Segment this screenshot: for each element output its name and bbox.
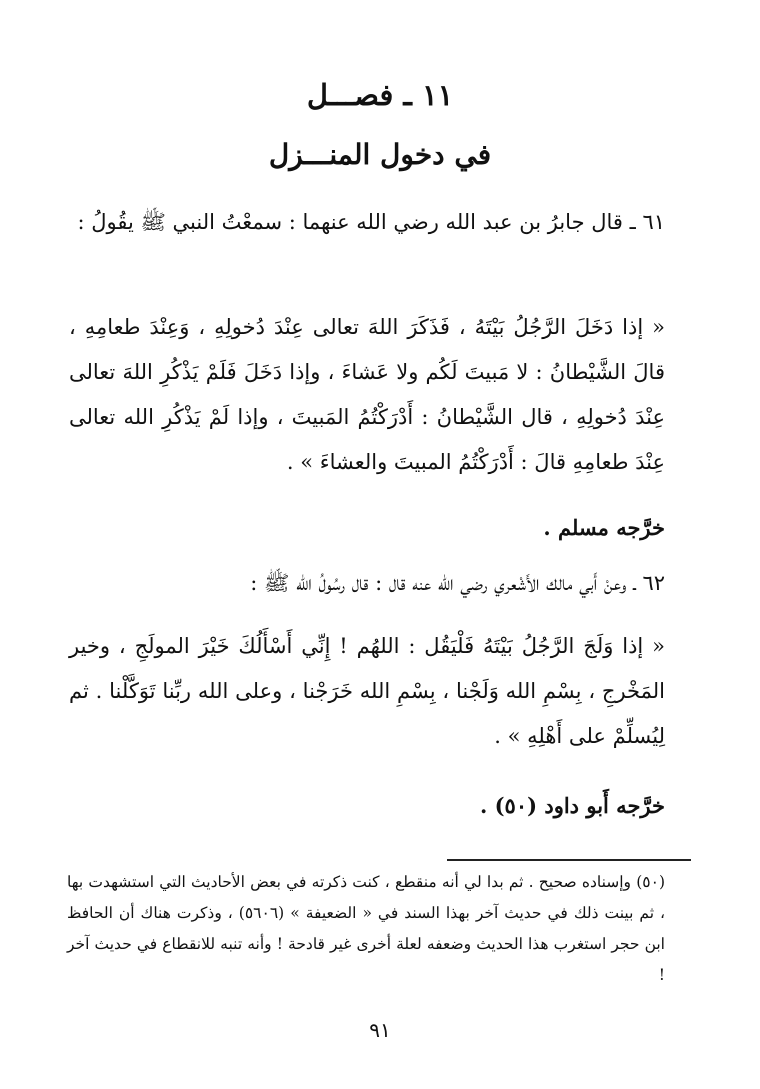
hadith-62-intro: ٦٢ ـ وعنْ أَبي مالك الأَشْعري رضي الله عنه قال : قال رسُولُ الله ﷺ : — [250, 571, 665, 595]
hadith-62-text: « إذا وَلَجَ الرَّجُلُ بَيْتَهُ فَلْيَقُل : اللهُم ! إِنِّي أَسْأَلُكَ خَيْرَ المولَجِ ، وخير المَخْرجِ ، بِسْمِ الله وَلَجْنا ، بِسْمِ الله خَرَجْنا ، وعلى الله ربِّنا تَوَكَّلْنا . ثم لِيُسلِّمْ على أَهْلِهِ » . — [69, 634, 665, 748]
hadith-61-text: « إذا دَخَلَ الرَّجُلُ بَيْتَهُ ، فَذَكَرَ اللهَ تعالى عِنْدَ دُخولِهِ ، وَعِنْدَ طعامِهِ ، قالَ الشَّيْطانُ : لا مَبيتَ لَكُم ولا عَشاءَ ، وإذا دَخَلَ فَلَمْ يَذْكُرِ اللهَ تعالى عِنْدَ دُخولِهِ ، قال الشَّيْطانُ : أَدْرَكْتُمُ المَبيتَ ، وإذا لَمْ يَذْكُرِ الله تعالى عِنْدَ طعامِهِ قالَ : أَدْرَكْتُمُ المبيتَ والعشاءَ » . — [69, 315, 665, 474]
footnote: (٥٠) وإسناده صحيح . ثم بدا لي أنه منقطع ، كنت ذكرته في بعض الأحاديث التي استشهدت بها ، ثم بينت ذلك في حديث آخر بهذا السند في « الضعيفة » (٥٦٠٦) ، وذكرت هناك أن الحافظ ابن حجر استغرب هذا الحديث وضعفه لعلة أخرى غير قادحة ! وأنه تنبه للانقطاع في حديث آخر ! — [67, 873, 666, 984]
footnote-divider — [447, 859, 691, 861]
hadith-61-intro: ٦١ ـ قال جابرُ بن عبد الله رضي الله عنهما : سمعْتُ النبي ﷺ يقُولُ : — [77, 210, 665, 234]
hadith-61-source: خرَّجه مسلم . — [543, 515, 665, 540]
chapter-subtitle: في دخول المنـــزل — [268, 138, 492, 171]
chapter-title: ١١ ـ فصـــل — [306, 78, 454, 112]
hadith-62-source: خرَّجه أَبو داود (٥٠) . — [479, 793, 665, 818]
page-number: ٩١ — [369, 1018, 391, 1042]
